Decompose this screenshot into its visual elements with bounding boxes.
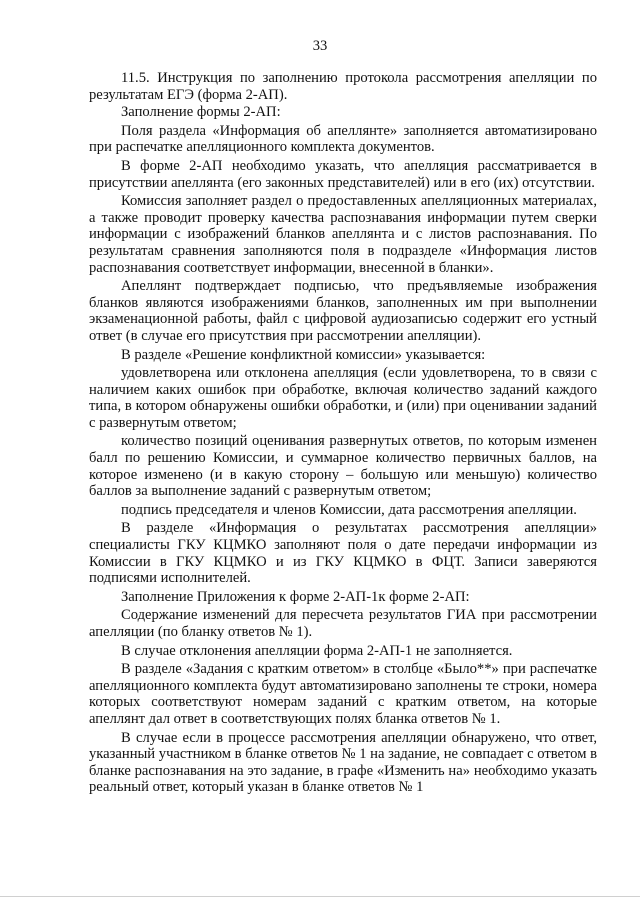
bottom-scan-line [0,896,640,897]
paragraph-results-info: В разделе «Информация о результатах рассмотрения апелляции» специалисты ГКУ КЦМКО заполняют поля о дате передачи информации из Комиссии в ГКУ КЦМКО и из ГКУ КЦМКО в ФЦТ. Записи заверяются подписями исполнителей. [89,520,597,587]
paragraph-decision-signature: подпись председателя и членов Комиссии, дата рассмотрения апелляции. [121,501,577,518]
paragraph-presence: В форме 2-АП необходимо указать, что апелляция рассматривается в присутствии апеллянта (его законных представителей) или в его (их) отсутствии. [89,157,597,191]
paragraph-commission-check: Комиссия заполняет раздел о предоставленных апелляционных материалах, а также проводит проверку качества распознавания информации путем сверки информации с изображений бланков апеллянта и с листов распознавания. По результатам сравнения заполняются поля в подразделе «Информация листов распознавания соответствует информации, внесенной в бланки». [89,193,597,276]
paragraph-mismatch: В случае если в процессе рассмотрения апелляции обнаружено, что ответ, указанный участником в бланке ответов № 1 на задание, не совпадает с ответом в бланке распознавания на это задание, в графе «Изменить на» необходимо указать реальный ответ, который указан в бланке ответов № 1 [89,729,597,796]
paragraph-decision-section: В разделе «Решение конфликтной комиссии» указывается: [121,346,486,363]
paragraph-decision-satisfied: удовлетворена или отклонена апелляция (если удовлетворена, то в связи с наличием каких ошибок при обработке, включая количество заданий каждого типа, в котором обнаружены ошибки обработки, и (или) при оценивании заданий с развернутым ответом; [89,365,597,431]
section-heading-11-5: 11.5. Инструкция по заполнению протокола рассмотрения апелляции по результатам ЕГЭ (форма 2-АП). [89,70,597,103]
document-body [89,70,597,796]
paragraph-appendix-intro: Заполнение Приложения к форме 2-АП-1к форме 2-АП: [121,588,470,605]
paragraph-short-answer: В разделе «Задания с кратким ответом» в столбце «Было**» при распечатке апелляционного комплекта будут автоматизировано заполнены те строки, номера которых соответствуют номерам заданий с кратким ответом, на которые апеллянт дал ответ в соответствующих полях бланка ответов № 1. [89,661,597,727]
paragraph-appendix-content: Содержание изменений для пересчета результатов ГИА при рассмотрении апелляции (по бланку ответов № 1). [89,607,597,640]
paragraph-fields-info: Поля раздела «Информация об апеллянте» заполняется автоматизировано при распечатке апелляционного комплекта документов. [89,122,597,156]
paragraph-rejection: В случае отклонения апелляции форма 2-АП-1 не заполняется. [121,642,513,659]
page-number: 33 [312,38,328,54]
paragraph-decision-count: количество позиций оценивания развернутых ответов, по которым изменен балл по решению Комиссии, и суммарное количество первичных баллов, на которое изменено (и в какую сторону – большую или меньшую) количество баллов за выполнение заданий с развернутым ответом; [89,433,597,500]
paragraph-appellant-signature: Апеллянт подтверждает подписью, что предъявляемые изображения бланков являются изображениями бланков, заполненных им при выполнении экзаменационной работы, файл с цифровой аудиозаписью содержит его устный ответ (в случае его присутствия при рассмотрении апелляции). [89,278,597,344]
paragraph-form-2ap-intro: Заполнение формы 2-АП: [121,104,281,121]
